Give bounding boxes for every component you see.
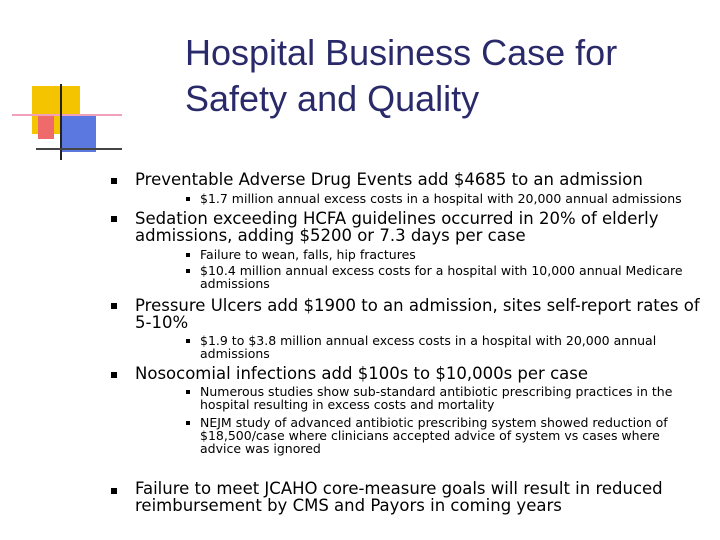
bullet-marker — [111, 303, 117, 309]
sub-bullet-marker — [186, 421, 190, 425]
blue-rect — [62, 116, 96, 152]
sub-bullet-marker — [186, 390, 190, 394]
sub-bullet-marker — [186, 339, 190, 343]
bullet-text: Failure to meet JCAHO core-measure goals will result in reduced reimbursement by CMS and Payors in coming years — [135, 479, 663, 515]
red-rect — [38, 115, 54, 139]
bullet-marker — [111, 216, 117, 222]
slide-title — [185, 30, 705, 122]
sub-bullet-text: NEJM study of advanced antibiotic prescribing system showed reduction of $18,500/case where clinicians accepted advice of system vs cases where advice was ignored — [200, 415, 668, 456]
pink-line — [12, 114, 122, 116]
bullet-text: Nosocomial infections add $100s to $10,000s per case — [135, 364, 589, 383]
sub-bullet-text: Numerous studies show sub-standard antibiotic prescribing practices in the hospital resulting in excess costs and mortality — [200, 384, 673, 412]
sub-bullet-text: $1.7 million annual excess costs in a hospital with 20,000 annual admissions — [200, 191, 682, 206]
bullet-text: Preventable Adverse Drug Events add $4685 to an admission — [135, 170, 643, 189]
title-line-2: Safety and Quality — [185, 78, 480, 119]
bullet-text: Sedation exceeding HCFA guidelines occurred in 20% of elderly admissions, adding $5200 or 7.3 days per case — [135, 209, 659, 245]
bullet-text: Pressure Ulcers add $1900 to an admission, sites self-report rates of 5-10% — [135, 296, 700, 332]
sub-bullet-text: $10.4 million annual excess costs for a hospital with 10,000 annual Medicare admissions — [200, 263, 683, 291]
bullet-marker — [111, 488, 117, 494]
sub-bullet-text: $1.9 to $3.8 million annual excess costs in a hospital with 20,000 annual admissions — [200, 333, 657, 361]
bullet-marker — [111, 372, 117, 378]
title-line-1: Hospital Business Case for — [185, 32, 618, 73]
bullet-marker — [111, 178, 117, 184]
horizontal-line — [36, 148, 122, 150]
sub-bullet-text: Failure to wean, falls, hip fractures — [200, 247, 416, 262]
sub-bullet-marker — [186, 197, 190, 201]
sub-bullet-marker — [186, 269, 190, 273]
sub-bullet-marker — [186, 253, 190, 257]
